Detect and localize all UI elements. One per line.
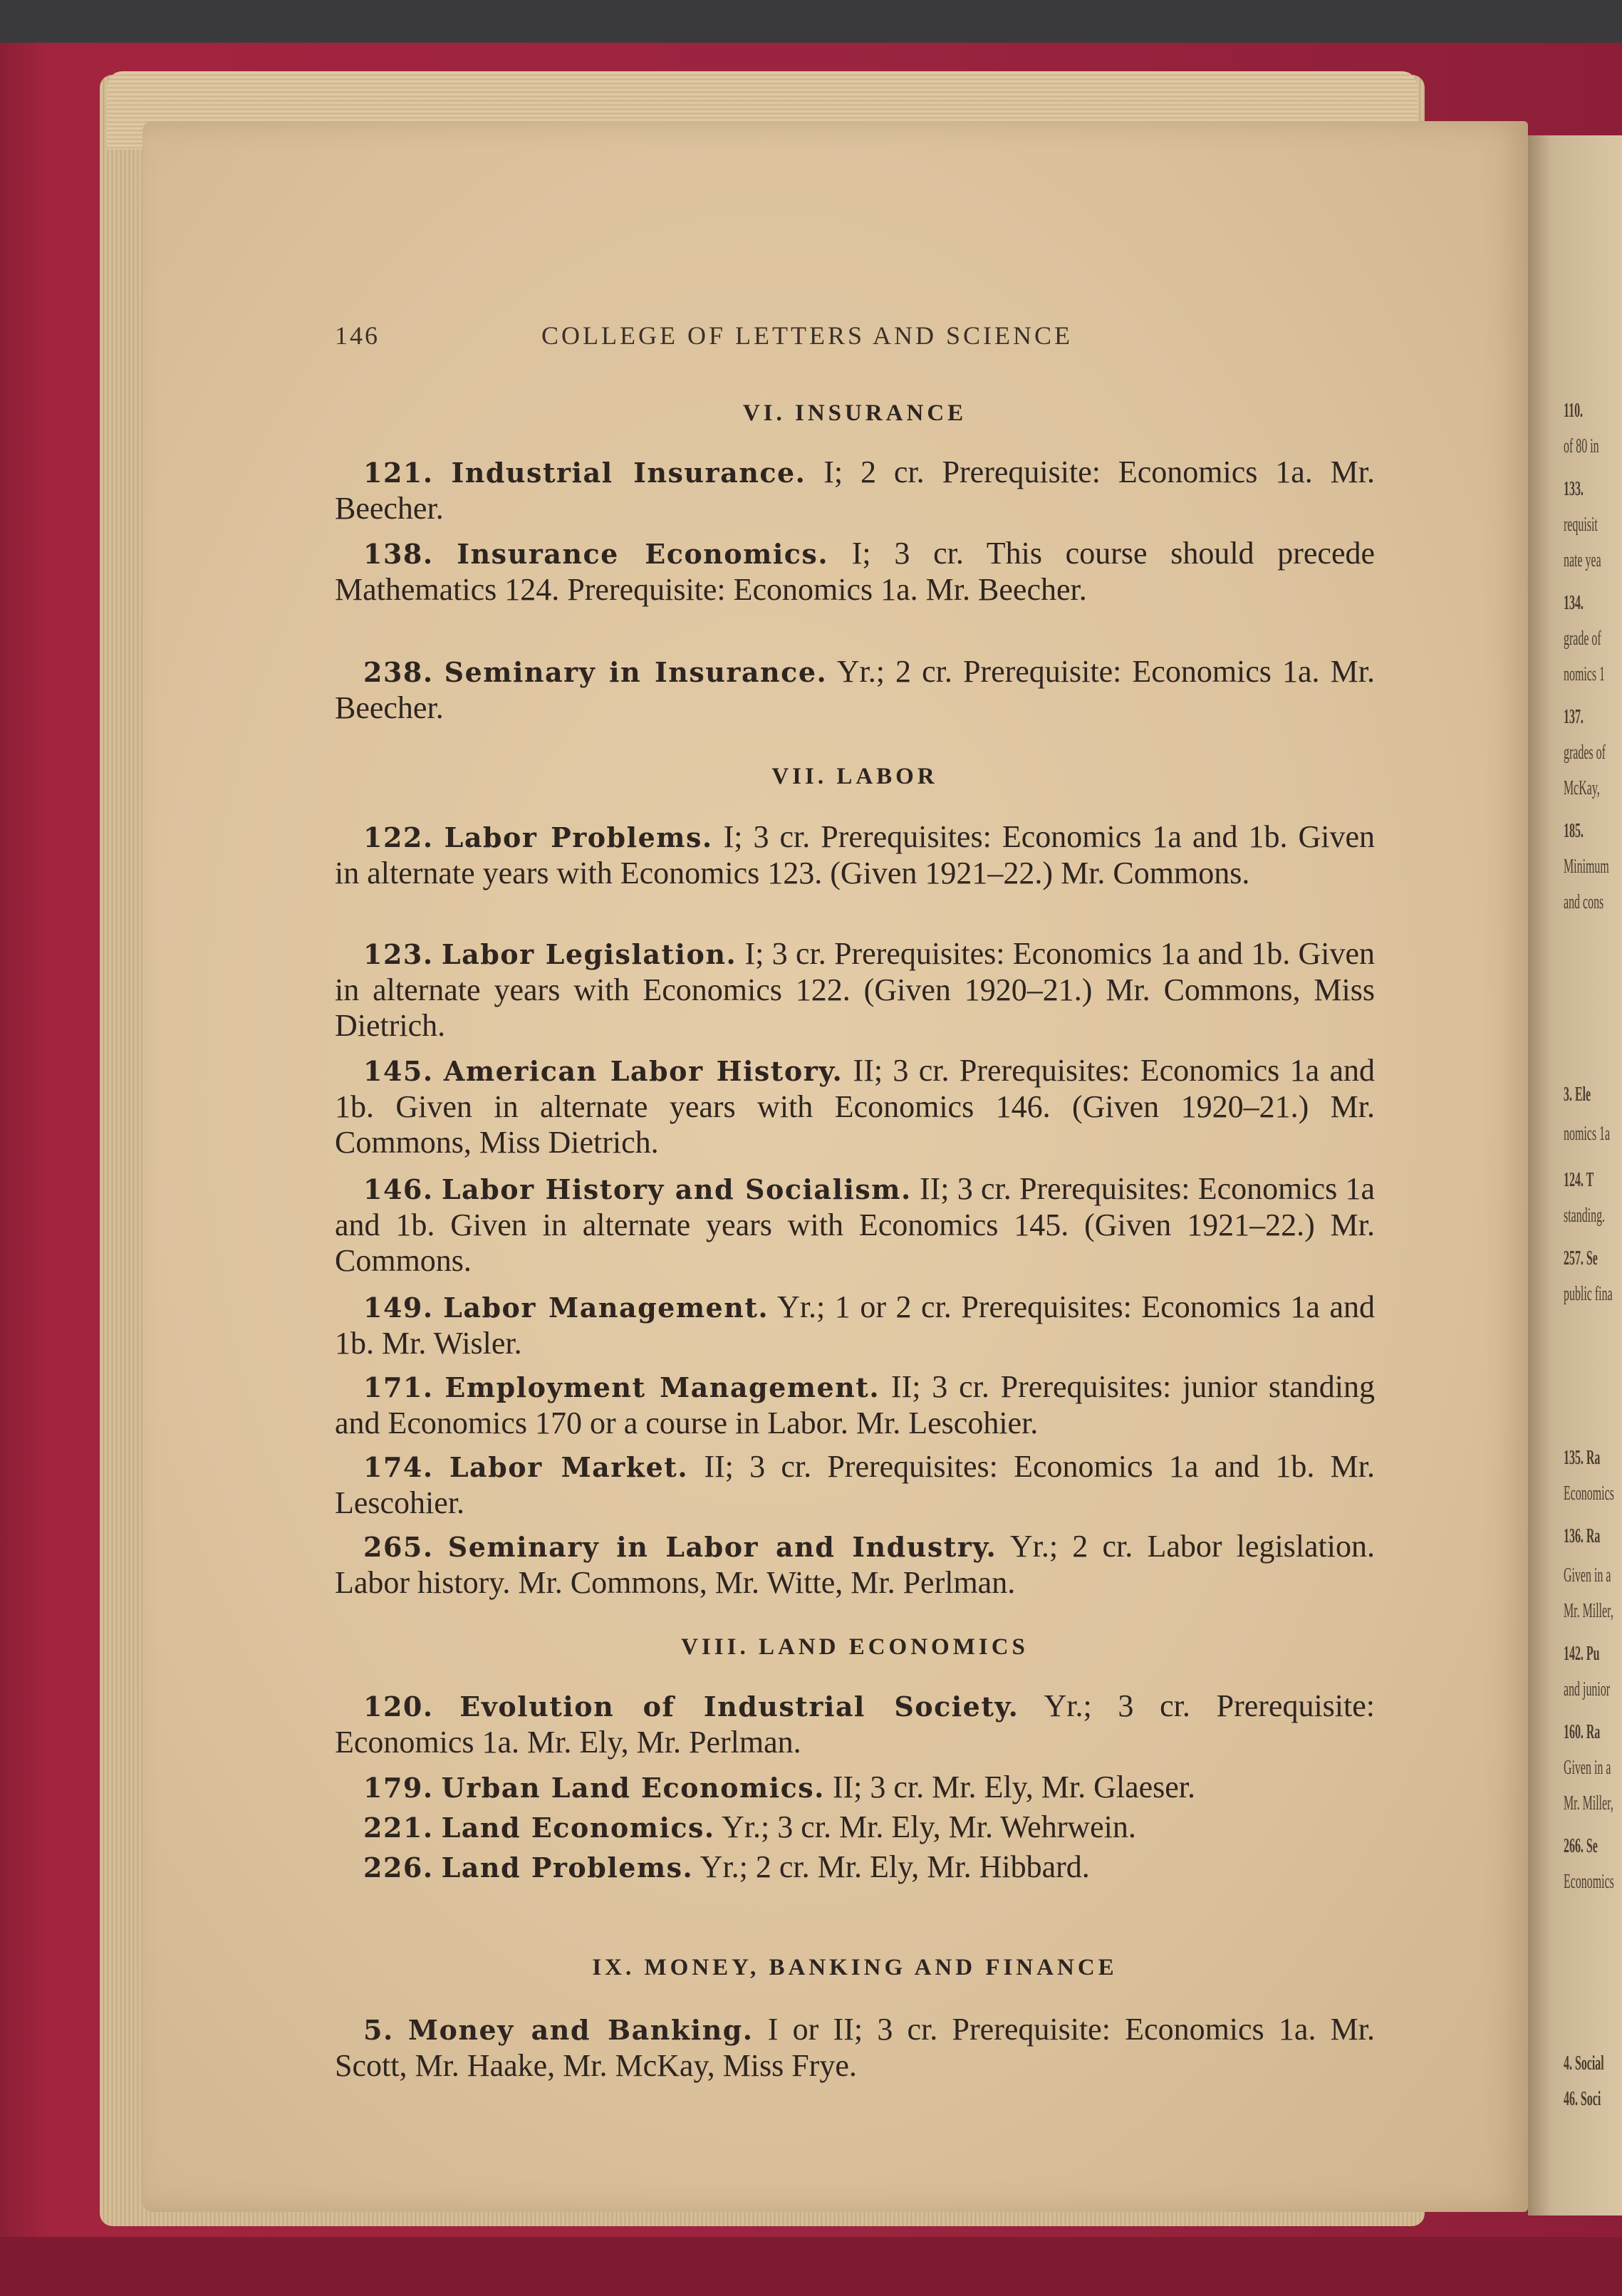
course-title: Labor Problems. <box>444 821 713 853</box>
course-title: Labor Management. <box>443 1292 769 1324</box>
course-title: American Labor History. <box>443 1055 843 1087</box>
course-title: Labor Legislation. <box>441 938 737 970</box>
course-entry <box>335 454 1375 526</box>
course-details: II; 3 cr. Prerequisites: junior standing and Economics 170 or a course in Labor. Mr. Lescohier. <box>335 1369 1376 1440</box>
course-entry <box>335 1289 1375 1361</box>
course-entry <box>335 536 1375 608</box>
course-entry <box>335 1369 1375 1441</box>
course-title: Industrial Insurance. <box>451 457 806 489</box>
section-title-money-banking-finance: IX. MONEY, BANKING AND FINANCE <box>592 1955 1118 1980</box>
facing-page-fragment: public fina <box>1564 1282 1613 1305</box>
course-details: II; 3 cr. Mr. Ely, Mr. Glaeser. <box>832 1770 1196 1804</box>
course-entry <box>335 1770 1375 1806</box>
facing-page-fragment: 46. Soci <box>1564 2087 1601 2110</box>
course-title: Employment Management. <box>445 1371 880 1403</box>
course-details: I; 3 cr. This course should precede Mathematics 124. Prerequisite: Economics 1a. Mr. Beecher. <box>335 536 1376 607</box>
facing-page-fragment: 266. Se <box>1564 1834 1598 1857</box>
course-title: Evolution of Industrial Society. <box>459 1690 1019 1723</box>
running-title: COLLEGE OF LETTERS AND SCIENCE <box>541 321 1073 350</box>
course-details: I; 3 cr. Prerequisites: Economics 1a and 1b. Given in alternate years with Economics 122. (Given 1920–21.) Mr. Commons, Miss Dietrich. <box>335 936 1376 1043</box>
facing-page-fragment: Mr. Miller, <box>1564 1792 1613 1814</box>
course-number: 146. <box>363 1173 434 1205</box>
course-title: Seminary in Insurance. <box>444 656 828 688</box>
course-number: 221. <box>363 1812 434 1844</box>
course-details: II; 3 cr. Prerequisites: Economics 1a and 1b. Mr. Lescohier. <box>335 1449 1375 1520</box>
course-details: II; 3 cr. Prerequisites: Economics 1a and 1b. Given in alternate years with Economics 146. (Given 1920–21.) Mr. Commons, Miss Dietrich. <box>335 1053 1376 1160</box>
course-details: Yr.; 2 cr. Prerequisite: Economics 1a. Mr. Beecher. <box>335 654 1375 725</box>
facing-page-fragment: 160. Ra <box>1564 1720 1601 1743</box>
facing-page-fragment: nomics 1 <box>1564 663 1606 685</box>
facing-page-fragment: requisit <box>1564 513 1598 536</box>
course-entry <box>335 1053 1375 1160</box>
course-entry <box>335 936 1375 1044</box>
course-number: 179. <box>363 1772 434 1804</box>
course-title: Land Economics. <box>441 1812 715 1844</box>
course-details: I; 3 cr. Prerequisites: Economics 1a and 1b. Given in alternate years with Economics 123. (Given 1921–22.) Mr. Commons. <box>335 819 1376 890</box>
course-number: 121. <box>363 457 434 489</box>
course-number: 226. <box>363 1851 434 1884</box>
course-details: Yr.; 3 cr. Prerequisite: Economics 1a. Mr. Ely, Mr. Perlman. <box>335 1688 1375 1760</box>
course-details: II; 3 cr. Prerequisites: Economics 1a and 1b. Given in alternate years with Economics 145. (Given 1921–22.) Mr. Commons. <box>335 1171 1376 1278</box>
course-entry <box>335 654 1375 726</box>
course-entry <box>335 1849 1375 1886</box>
course-title: Seminary in Labor and Industry. <box>447 1531 997 1563</box>
course-number: 145. <box>363 1055 434 1087</box>
course-title: Urban Land Economics. <box>441 1772 825 1804</box>
facing-page-fragment: nate yea <box>1564 549 1601 571</box>
course-number: 149. <box>363 1292 434 1324</box>
facing-page-fragment: of 80 in <box>1564 435 1599 457</box>
course-number: 122. <box>363 821 434 853</box>
facing-page-fragment: Minimum <box>1564 855 1609 878</box>
course-number: 123. <box>363 938 434 970</box>
course-title: Land Problems. <box>441 1851 694 1884</box>
section-title-labor: VII. LABOR <box>771 764 938 789</box>
facing-page-fragment: Mr. Miller, <box>1564 1599 1613 1622</box>
facing-page-fragment: 4. Social <box>1564 2052 1604 2074</box>
course-title: Money and Banking. <box>407 2014 754 2046</box>
book-cover-bottom <box>0 2237 1622 2296</box>
facing-page-fragment: 136. Ra <box>1564 1524 1601 1547</box>
facing-page-fragment: 135. Ra <box>1564 1446 1601 1469</box>
facing-page-fragment: 137. <box>1564 705 1584 728</box>
facing-page-fragment: 142. Pu <box>1564 1642 1600 1665</box>
facing-page-fragment: 133. <box>1564 477 1584 500</box>
course-title: Labor History and Socialism. <box>441 1173 912 1205</box>
facing-page-fragment: grade of <box>1564 627 1601 650</box>
facing-page-fragment: grades of <box>1564 741 1606 764</box>
course-details: Yr.; 3 cr. Mr. Ely, Mr. Wehrwein. <box>722 1809 1136 1844</box>
course-entry <box>335 1449 1375 1521</box>
section-title-land-economics: VIII. LAND ECONOMICS <box>681 1634 1029 1660</box>
facing-page-fragment: 124. T <box>1564 1168 1594 1191</box>
course-number: 174. <box>363 1451 434 1483</box>
page-number: 146 <box>335 321 380 350</box>
course-number: 265. <box>363 1531 434 1563</box>
page-header <box>335 321 1175 356</box>
facing-page-fragment: Economics <box>1564 1870 1614 1893</box>
course-details: Yr.; 2 cr. Labor legislation. Labor history. Mr. Commons, Mr. Witte, Mr. Perlman. <box>335 1529 1376 1600</box>
course-details: Yr.; 1 or 2 cr. Prerequisites: Economics 1a and 1b. Mr. Wisler. <box>335 1289 1376 1361</box>
facing-page-fragment: McKay, <box>1564 776 1600 799</box>
section-title-insurance: VI. INSURANCE <box>742 400 967 426</box>
course-entry <box>335 1171 1375 1279</box>
facing-page-fragment: standing. <box>1564 1204 1606 1227</box>
course-details: I; 2 cr. Prerequisite: Economics 1a. Mr. Beecher. <box>335 454 1375 526</box>
facing-page-fragment: 134. <box>1564 591 1584 614</box>
course-number: 238. <box>363 656 434 688</box>
facing-page-fragment: Given in a <box>1564 1756 1611 1779</box>
facing-page-fragment: 110. <box>1564 399 1584 422</box>
course-details: I or II; 3 cr. Prerequisite: Economics 1a. Mr. Scott, Mr. Haake, Mr. McKay, Miss Frye. <box>335 2012 1376 2083</box>
course-title: Insurance Economics. <box>457 538 829 570</box>
course-number: 120. <box>363 1690 434 1723</box>
course-entry <box>335 1688 1375 1760</box>
course-entry <box>335 1809 1375 1846</box>
course-title: Labor Market. <box>449 1451 689 1483</box>
facing-page-fragment: and junior <box>1564 1678 1611 1700</box>
course-entry <box>335 1529 1375 1601</box>
book-page <box>142 121 1528 2212</box>
course-number: 171. <box>363 1371 434 1403</box>
facing-page-fragment: Economics <box>1564 1482 1614 1505</box>
course-entry <box>335 819 1375 891</box>
course-entry <box>335 2012 1375 2084</box>
course-details: Yr.; 2 cr. Mr. Ely, Mr. Hibbard. <box>700 1849 1090 1884</box>
facing-page-fragment: nomics 1a <box>1564 1122 1611 1145</box>
facing-page-fragment: and cons <box>1564 890 1604 913</box>
facing-page-fragment: 257. Se <box>1564 1247 1598 1269</box>
course-number: 5. <box>363 2014 394 2046</box>
facing-page-fragment: 185. <box>1564 819 1584 842</box>
course-number: 138. <box>363 538 434 570</box>
facing-page <box>1528 135 1622 2216</box>
facing-page-fragment: Given in a <box>1564 1564 1611 1586</box>
facing-page-fragment: 3. Ele <box>1564 1083 1591 1106</box>
